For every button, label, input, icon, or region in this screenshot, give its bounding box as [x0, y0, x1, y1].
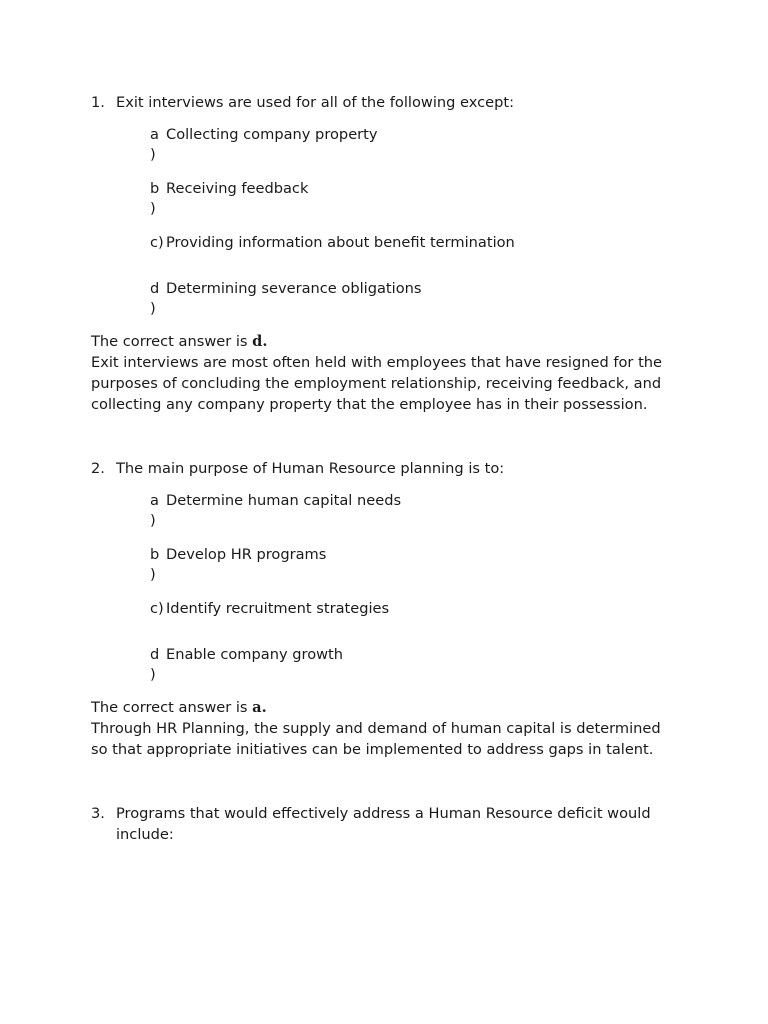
option-text: Collecting company property: [166, 126, 378, 143]
option-paren: ): [150, 666, 156, 683]
option-text: Identify recruitment strategies: [166, 600, 390, 617]
option-a: [150, 491, 691, 545]
option-paren: ): [150, 566, 156, 583]
option-paren: ): [150, 512, 156, 529]
question-text: Programs that would effectively address a Human Resource deficit would include:: [116, 805, 651, 843]
answer-explanation: Through HR Planning, the supply and demand of human capital is determined so that appropriate initiatives can be implemented to address gaps in talent.: [91, 720, 661, 758]
option-letter: a: [150, 126, 159, 143]
option-paren: ): [150, 300, 156, 317]
answer-letter: a.: [252, 699, 267, 716]
question-number: 1.: [91, 94, 105, 111]
question-number: 2.: [91, 460, 105, 477]
option-letter: c): [150, 600, 164, 617]
option-text: Receiving feedback: [166, 180, 309, 197]
answer-letter: d.: [252, 333, 268, 350]
option-letter: d: [150, 280, 160, 297]
option-text: Providing information about benefit termination: [166, 234, 515, 251]
option-b: [150, 179, 691, 233]
option-letter: a: [150, 492, 159, 509]
option-d: [150, 279, 691, 331]
option-a: [150, 125, 691, 179]
option-text: Determining severance obligations: [166, 280, 422, 297]
option-text: Develop HR programs: [166, 546, 327, 563]
option-c: [150, 599, 691, 645]
answer-prefix: The correct answer is: [91, 699, 253, 716]
answer-line: [91, 331, 691, 352]
option-letter: b: [150, 180, 160, 197]
question-text: Exit interviews are used for all of the following except:: [116, 94, 515, 111]
option-text: Enable company growth: [166, 646, 344, 663]
answer-prefix: The correct answer is: [91, 333, 253, 350]
document-page: [91, 92, 691, 845]
question-number: 3.: [91, 805, 105, 822]
question-1-options: [150, 125, 691, 331]
option-paren: ): [150, 146, 156, 163]
question-text: The main purpose of Human Resource planning is to:: [116, 460, 505, 477]
question-2: [91, 458, 691, 479]
option-paren: ): [150, 200, 156, 217]
answer-explanation: Exit interviews are most often held with employees that have resigned for the purposes of concluding the employment relationship, receiving feedback, and collecting any company property that the employee has in their possession.: [91, 354, 663, 413]
option-text: Determine human capital needs: [166, 492, 402, 509]
question-2-options: [150, 491, 691, 697]
option-b: [150, 545, 691, 599]
answer-line: [91, 697, 691, 718]
option-d: [150, 645, 691, 697]
option-c: [150, 233, 691, 279]
question-3: [91, 803, 691, 845]
option-letter: b: [150, 546, 160, 563]
option-letter: d: [150, 646, 160, 663]
question-1: [91, 92, 691, 113]
option-letter: c): [150, 234, 164, 251]
